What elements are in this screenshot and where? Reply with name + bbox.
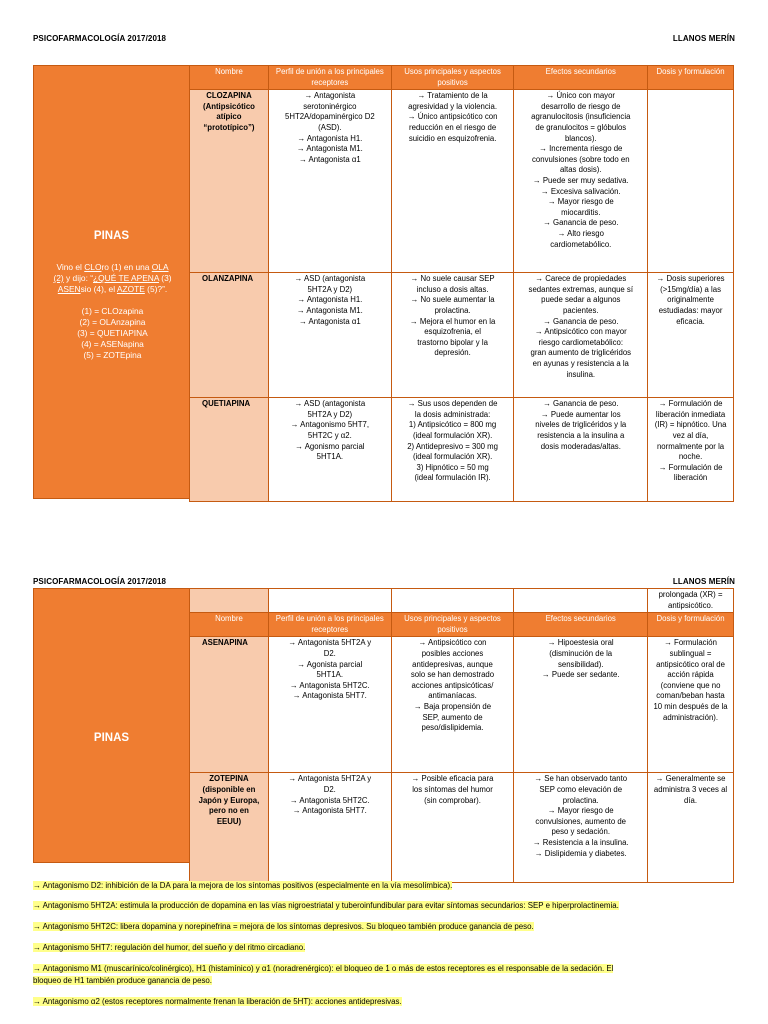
cell-line: → Antagonista M1. (296, 144, 363, 154)
author-name: LLANOS MERÍN (672, 577, 735, 586)
cell-line: → No suele causar SEP (410, 274, 495, 284)
cell-line: (ideal formulación XR). (412, 452, 493, 462)
cell-line: → Antagonista 5HT2C. (289, 795, 370, 805)
cell-line: 3) Hipnótico = 50 mg (416, 462, 489, 472)
cell-line: → Único con mayor (546, 91, 616, 101)
cell-line: → Se han observado tanto (534, 774, 628, 784)
perfil-cell (268, 637, 391, 773)
cell-line: resistencia a la insulina a (537, 430, 625, 440)
column-header: Nombre (190, 66, 269, 90)
cell-line: → Alto riesgo (557, 228, 604, 238)
perfil-cell (268, 773, 391, 883)
note-m1-h1-a1: → Antagonismo M1 (muscarínico/colinérgico), H1 (histamínico) y α1 (noradrenérgico): el bloqueo de 1 o más de estos receptores es el responsable de la sedación. El (33, 964, 614, 973)
dosis-cell (648, 773, 734, 883)
cell-line: → Puede aumentar los (540, 409, 621, 419)
cell-line: → Generalmente se (655, 774, 726, 784)
cell-line: (disminución de la (549, 648, 613, 658)
cell-line: (ideal formulación IR). (414, 473, 491, 483)
cell-line: 10 min después de la (653, 701, 728, 711)
cell-line: reducción en el riesgo de (409, 122, 497, 132)
blank-cell (514, 589, 648, 613)
cell-line: → Formulación de (658, 399, 723, 409)
note-a2: → Antagonismo α2 (estos receptores normalmente frenan la liberación de 5HT): acciones antidepresivas. (33, 997, 402, 1006)
cell-line: → Sus usos dependen de (407, 399, 498, 409)
cell-line: D2. (323, 648, 336, 658)
drug-name-cell (190, 398, 269, 502)
cell-line: antidepresivas, aunque (412, 659, 493, 669)
cell-line: cardiometabólico. (550, 239, 612, 249)
cell-line: QUETIAPINA (202, 399, 251, 409)
cell-line: pacientes. (563, 305, 599, 315)
cell-line: EEUU) (216, 816, 242, 826)
cell-line: “prototípico”) (203, 122, 255, 132)
mnemonic-key-3: (3) = QUETIAPINA (77, 328, 148, 338)
cell-line: depresión. (434, 348, 471, 358)
side-panel-1 (33, 65, 190, 499)
cell-line: ZOTEPINA (209, 774, 249, 784)
cell-line: → Excesiva salivación. (540, 186, 621, 196)
cell-line: → Formulación (664, 638, 717, 648)
cell-line: (conviene que no (660, 680, 721, 690)
cell-line: → Antagonista 5HT2A y (288, 774, 372, 784)
cell-line: prolongada (XR) = (658, 590, 723, 599)
cell-line: → Antagonista 5HT2A y (288, 638, 372, 648)
cell-line: posibles acciones (421, 648, 484, 658)
drug-row (190, 398, 734, 502)
cell-line: → Resistencia a la insulina. (532, 837, 629, 847)
cell-line: eficacia. (676, 316, 705, 326)
blank-cell (268, 589, 391, 613)
mnemonic-key-5: (5) = ZOTEpina (83, 350, 142, 360)
drug-row (190, 273, 734, 398)
cell-line: niveles de triglicéridos y la (535, 420, 627, 430)
cell-line: sedantes extremas, aunque sí (528, 284, 634, 294)
cell-line: liberación (673, 473, 708, 483)
drug-table-2 (33, 588, 734, 863)
usos-cell (391, 637, 514, 773)
cell-line: desarrollo de riesgo de (541, 101, 621, 111)
cell-line: → Antagonista α1 (298, 316, 361, 326)
cell-line: → Antagonista H1. (297, 295, 363, 305)
table-1 (189, 65, 734, 502)
column-header: Dosis y formulación (648, 66, 734, 90)
cell-line: atípico (216, 112, 242, 122)
cell-line: → Antipsicótico con mayor (534, 327, 627, 337)
note-d2: → Antagonismo D2: inhibición de la DA para la mejora de los síntomas positivos (especialmente en la vía mesolímbica). (33, 881, 453, 890)
drug-row (190, 773, 734, 883)
cell-line: agranulocitosis (insuficiencia (531, 112, 631, 122)
cell-line: (IR) = hipnótico. Una (654, 420, 727, 430)
efectos-cell (514, 273, 648, 398)
cell-line: antipsicótico. (667, 600, 714, 610)
cell-line: → Formulación de (658, 462, 723, 472)
author-name: LLANOS MERÍN (672, 34, 735, 43)
cell-line: estudiadas: mayor (658, 305, 723, 315)
cell-line: → Hipoestesia oral (547, 638, 614, 648)
drug-name-cell (190, 637, 269, 773)
cell-line: vez al día, (672, 430, 709, 440)
cell-line: blancos). (564, 133, 597, 143)
blank-cell (391, 589, 514, 613)
cell-line: → Antagonista 5HT7. (292, 691, 367, 701)
cell-line: día. (684, 795, 698, 805)
cell-line: → No suele aumentar la (410, 295, 495, 305)
cell-line: → Agonista parcial (297, 659, 363, 669)
cell-line: → Mayor riesgo de (547, 197, 614, 207)
perfil-cell (268, 273, 391, 398)
cell-line: acciones antipsicóticas/ (411, 680, 494, 690)
cell-line: 2) Antidepresivo = 300 mg (407, 441, 498, 451)
cell-line: peso/dislipidemia. (421, 723, 484, 733)
cell-line: 5HT1A. (316, 452, 344, 462)
course-title: PSICOFARMACOLOGÍA 2017/2018 (33, 34, 167, 43)
cell-line: → ASD (antagonista (294, 274, 366, 284)
column-header: Nombre (190, 613, 269, 637)
dosis-cell (648, 273, 734, 398)
cell-line: sensibilidad). (557, 659, 604, 669)
carry-over-cell (648, 589, 734, 613)
cell-line: SEP como elevación de (539, 784, 623, 794)
note-5ht7: → Antagonismo 5HT7: regulación del humor, del sueño y del ritmo circadiano. (33, 943, 306, 952)
drug-name-cell (190, 773, 269, 883)
cell-line: incluso a dosis altas. (416, 284, 489, 294)
column-header: Perfil de unión a los principales receptores (268, 613, 391, 637)
cell-line: puede sedar a algunos (541, 295, 621, 305)
cell-line: peso y sedación. (551, 827, 610, 837)
cell-line: gran aumento de triglicéridos (530, 348, 632, 358)
cell-line: SEP, aumento de (422, 712, 483, 722)
cell-line: normalmente por la (656, 441, 725, 451)
cell-line: 1) Antipsicótico = 800 mg (408, 420, 497, 430)
cell-line: 5HT2C y α2. (307, 430, 352, 440)
cell-line: en ayunas y resistencia a la (532, 358, 629, 368)
cell-line: 5HT2A/dopaminérgico D2 (284, 112, 375, 122)
efectos-cell (514, 773, 648, 883)
cell-line: → Único antipsicótico con (407, 112, 498, 122)
dosis-cell (648, 398, 734, 502)
perfil-cell (268, 398, 391, 502)
cell-line: → Ganancia de peso. (543, 399, 619, 409)
cell-line: ASENAPINA (202, 638, 248, 648)
cell-line: → Antagonista H1. (297, 133, 363, 143)
cell-line: → Antagonista (304, 91, 356, 101)
cell-line: D2. (323, 784, 336, 794)
column-header: Efectos secundarios (514, 613, 648, 637)
cell-line: esquizofrenia, el (424, 327, 481, 337)
cell-line: → Tratamiento de la (417, 91, 488, 101)
cell-line: insulina. (566, 369, 596, 379)
cell-line: Japón y Europa, (198, 795, 260, 805)
cell-line: → Incrementa riesgo de (539, 144, 623, 154)
cell-line: → Dosis superiores (656, 274, 725, 284)
cell-line: solo se han demostrado (410, 670, 495, 680)
efectos-cell (514, 398, 648, 502)
cell-line: antimaníacas. (428, 691, 477, 701)
cell-line: administración). (663, 712, 719, 722)
cell-line: 5HT2A y D2) (307, 284, 353, 294)
dosis-cell (648, 637, 734, 773)
cell-line: prolactina. (434, 305, 471, 315)
column-header: Efectos secundarios (514, 66, 648, 90)
cell-line: → Antagonista M1. (296, 305, 363, 315)
cell-line: → Carece de propiedades (535, 274, 627, 284)
cell-line: → Ganancia de peso. (543, 218, 619, 228)
note-h1-weight: bloqueo de H1 también produce ganancia de peso. (33, 976, 212, 985)
note-5ht2c: → Antagonismo 5HT2C: libera dopamina y norepinefrina = mejora de los síntomas depresivos. Su bloqueo también produce ganancia de peso. (33, 922, 534, 931)
cell-line: OLANZAPINA (202, 274, 254, 284)
cell-line: pero no en (209, 806, 249, 816)
drug-row (190, 637, 734, 773)
efectos-cell (514, 637, 648, 773)
cell-line: convulsiones (sobre todo en (532, 154, 630, 164)
mnemonic-key-2: (2) = OLAnzapina (79, 317, 146, 327)
cell-line: trastorno bipolar y la (417, 337, 488, 347)
usos-cell (391, 273, 514, 398)
column-header: Dosis y formulación (648, 613, 734, 637)
column-header: Usos principales y aspectos positivos (391, 613, 514, 637)
cell-line: administra 3 veces al (653, 784, 728, 794)
mnemonic-sentence: Vino el CLOro (1) en una OLA (2) y dijo: “¿QUÉ TE APENA (3) ASENsio (4), el AZOTE (5)?”. (53, 262, 172, 294)
cell-line: → Ganancia de peso. (543, 316, 619, 326)
cell-line: → Puede ser sedante. (541, 670, 620, 680)
column-header: Usos principales y aspectos positivos (391, 66, 514, 90)
cell-line: → Dislipidemia y diabetes. (534, 848, 627, 858)
column-header: Perfil de unión a los principales receptores (268, 66, 391, 90)
mnemonic (40, 262, 185, 361)
cell-line: serotoninérgico (303, 101, 357, 111)
cell-line: → Mayor riesgo de (547, 806, 614, 816)
cell-line: (ideal formulación XR). (412, 430, 493, 440)
note-5ht2a: → Antagonismo 5HT2A: estimula la producción de dopamina en las vías nigroestriatal y tuberoinfundibular para evitar síntomas secundarios: SEP e hiperprolactinemia. (33, 901, 619, 910)
cell-line: la dosis administrada: (414, 409, 491, 419)
cell-line: originalmente (667, 295, 714, 305)
cell-line: → Agonismo parcial (295, 441, 365, 451)
cell-line: → Antagonismo 5HT7, (290, 420, 370, 430)
cell-line: → Antipsicótico con (418, 638, 487, 648)
cell-line: → Antagonista 5HT7. (292, 806, 367, 816)
perfil-cell (268, 90, 391, 273)
cell-line: prolactina. (562, 795, 599, 805)
cell-line: → Baja propensión de (413, 701, 492, 711)
cell-line: acción rápida (667, 670, 714, 680)
dosis-cell (648, 90, 734, 273)
cell-line: → Mejora el humor en la (409, 316, 496, 326)
course-title: PSICOFARMACOLOGÍA 2017/2018 (33, 577, 167, 586)
cell-line: altas dosis). (559, 165, 602, 175)
cell-line: coman/beban hasta (656, 691, 725, 701)
cell-line: agresividad y la violencia. (408, 101, 498, 111)
table-2 (189, 588, 734, 883)
side-title: PINAS (93, 230, 130, 242)
drug-row (190, 90, 734, 273)
blank-name-cell (190, 589, 269, 613)
drug-table-1 (33, 65, 734, 499)
cell-line: suicidio en esquizofrenia. (408, 133, 497, 143)
cell-line: (sin comprobar). (424, 795, 481, 805)
usos-cell (391, 773, 514, 883)
cell-line: miocarditis. (561, 207, 601, 217)
efectos-cell (514, 90, 648, 273)
mnemonic-key-1: (1) = CLOzapina (81, 306, 144, 316)
cell-line: 5HT2A y D2) (307, 409, 353, 419)
drug-name-cell (190, 273, 269, 398)
cell-line: → Antagonista α1 (298, 154, 361, 164)
cell-line: los síntomas del humor (412, 784, 493, 794)
mnemonic-key-4: (4) = ASENapina (81, 339, 144, 349)
cell-line: liberación inmediata (655, 409, 726, 419)
usos-cell (391, 90, 514, 273)
cell-line: noche. (678, 452, 703, 462)
cell-line: 5HT1A. (316, 670, 343, 680)
cell-line: → Antagonista 5HT2C. (289, 680, 370, 690)
drug-name-cell (190, 90, 269, 273)
cell-line: → Posible eficacia para (411, 774, 494, 784)
cell-line: (>15mg/día) a las (660, 284, 721, 294)
cell-line: dosis moderadas/altas. (540, 441, 621, 451)
cell-line: (ASD). (318, 122, 342, 132)
cell-line: convulsiones, aumento de (535, 816, 627, 826)
cell-line: → ASD (antagonista (294, 399, 366, 409)
cell-line: de granulocitos = glóbulos (535, 122, 627, 132)
cell-line: → Puede ser muy sedativa. (532, 175, 629, 185)
cell-line: CLOZAPINA (206, 91, 252, 101)
side-panel-2 (33, 588, 190, 863)
cell-line: antipsicótico oral de (656, 659, 725, 669)
cell-line: (disponible en (202, 784, 256, 794)
cell-line: sublingual = (669, 648, 712, 658)
side-title: PINAS (93, 732, 130, 744)
cell-line: (Antipsicótico (202, 101, 255, 111)
cell-line: riesgo cardiometabólico: (538, 337, 624, 347)
usos-cell (391, 398, 514, 502)
